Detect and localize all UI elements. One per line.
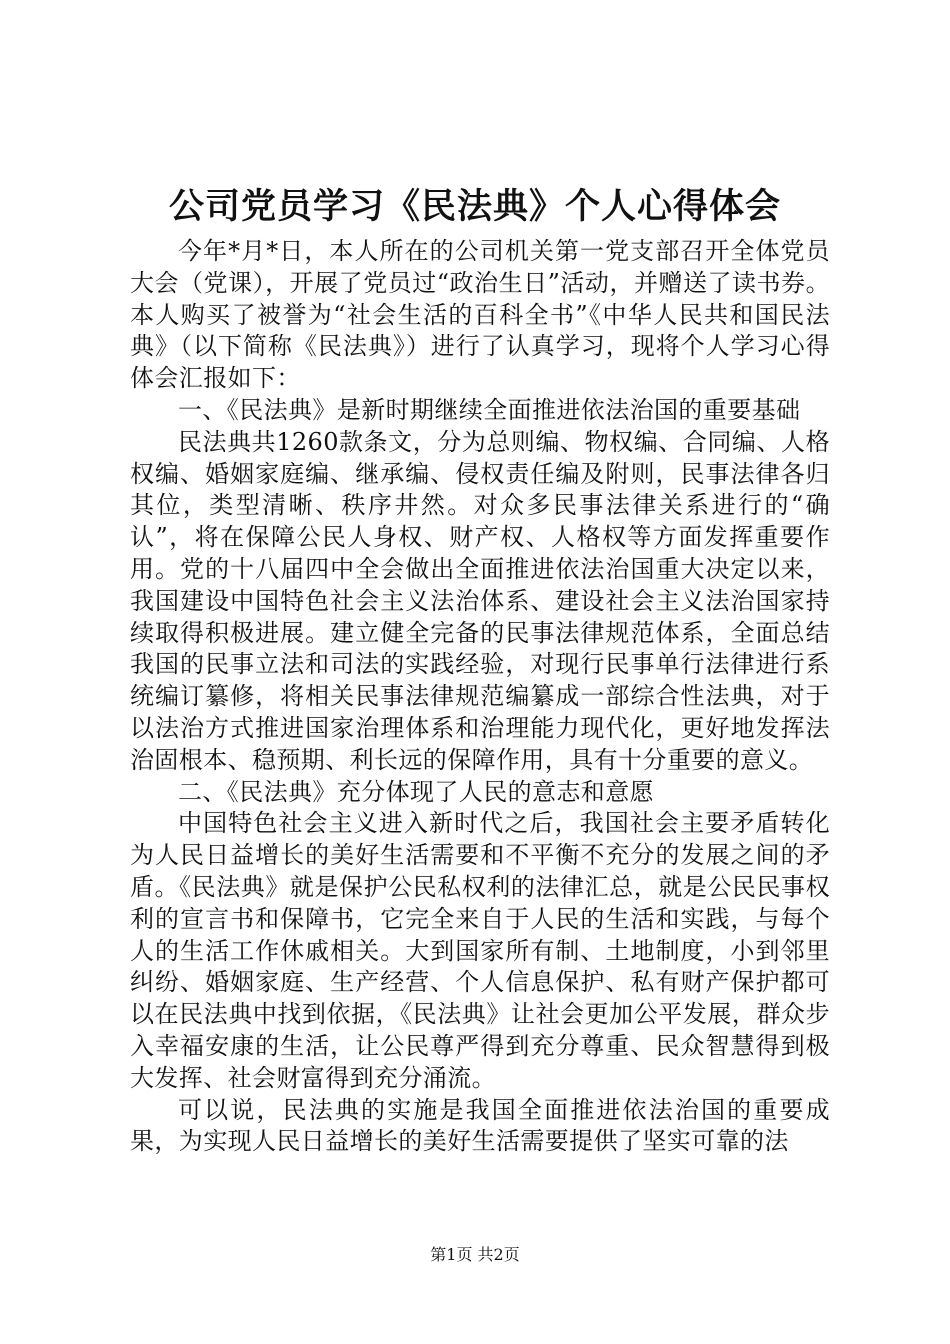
- document-body: [130, 236, 830, 1158]
- section-heading-1: 一、《民法典》是新时期继续全面推进依法治国的重要基础: [178, 395, 801, 424]
- section-paragraph-1: 民法典共1260款条文，分为总则编、物权编、合同编、人格权编、婚姻家庭编、继承编、侵权责任编及附则，民事法律各归其位，类型清晰、秩序井然。对众多民事法律关系进行的“确认”，将在保障公民人身权、财产权、人格权等方面发挥重要作用。党的十八届四中全会做出全面推进依法治国重大决定以来，我国建设中国特色社会主义法治体系、建设社会主义法治国家持续取得积极进展。建立健全完备的民事法律规范体系，全面总结我国的民事立法和司法的实践经验，对现行民事单行法律进行系统编订纂修，将相关民事法律规范编纂成一部综合性法典，对于以法治方式推进国家治理体系和治理能力现代化，更好地发挥法治固根本、稳预期、利长远的保障作用，具有十分重要的意义。: [130, 427, 830, 774]
- section-paragraph-2: 中国特色社会主义进入新时代之后，我国社会主要矛盾转化为人民日益增长的美好生活需要和不平衡不充分的发展之间的矛盾。《民法典》就是保护公民私权利的法律汇总，就是公民民事权利的宣言书和保障书，它完全来自于人民的生活和实践，与每个人的生活工作休戚相关。大到国家所有制、土地制度，小到邻里纠纷、婚姻家庭、生产经营、个人信息保护、私有财产保护都可以在民法典中找到依据，《民法典》让社会更加公平发展，群众步入幸福安康的生活，让公民尊严得到充分尊重、民众智慧得到极大发挥、社会财富得到充分涌流。: [130, 809, 830, 1092]
- page-footer: 第1页 共2页: [430, 1245, 520, 1264]
- section-heading-2: 二、《民法典》充分体现了人民的意志和意愿: [178, 777, 654, 806]
- document-title: 公司党员学习《民法典》个人心得体会: [168, 186, 781, 227]
- closing-paragraph: 可以说，民法典的实施是我国全面推进依法治国的重要成果，为实现人民日益增长的美好生活需要提供了坚实可靠的法: [130, 1095, 830, 1156]
- intro-paragraph: 今年*月*日，本人所在的公司机关第一党支部召开全体党员大会（党课），开展了党员过“政治生日”活动，并赠送了读书券。本人购买了被誉为“社会生活的百科全书”《中华人民共和国民法典》（以下简称《民法典》）进行了认真学习，现将个人学习心得体会汇报如下：: [130, 237, 830, 393]
